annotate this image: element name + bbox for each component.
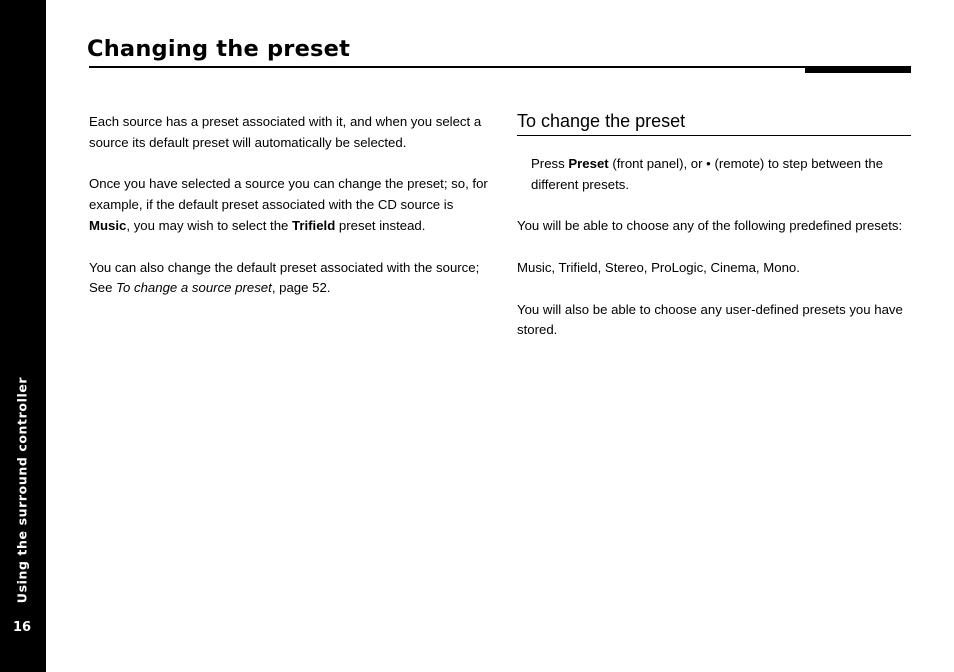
sidebar-band — [0, 0, 46, 672]
step-text-1: Press — [531, 156, 569, 171]
example-text-2: , you may wish to select the — [126, 217, 293, 233]
intro-paragraph: Each source has a preset associated with it, and when you select a source its default preset will automatically be selected. — [89, 114, 482, 150]
reference-text-2: , page 52. — [271, 280, 331, 296]
trifield-term: Trifield — [292, 217, 336, 233]
reference-text-1: You can also change the default preset associated with the source; See — [89, 259, 480, 296]
music-term: Music — [89, 217, 127, 233]
left-column — [89, 112, 489, 320]
preset-button-term: Preset — [568, 156, 609, 171]
instruction-step — [517, 154, 911, 196]
reference-paragraph — [89, 258, 489, 300]
user-presets-paragraph: You will also be able to choose any user-defined presets you have stored. — [517, 301, 903, 338]
page-title: Changing the preset — [87, 36, 351, 62]
example-text-3: preset instead. — [335, 217, 426, 233]
cross-reference: To change a source preset — [116, 280, 272, 296]
predefined-intro: You will be able to choose any of the following predefined presets: — [517, 218, 903, 234]
section-label: Using the surround controller — [14, 376, 30, 604]
title-rule-accent — [805, 66, 911, 73]
page-number: 16 — [12, 620, 32, 635]
title-rule — [89, 66, 911, 68]
example-text-1: Once you have selected a source you can change the preset; so, for example, if the default preset associated with the CD source is — [89, 176, 488, 213]
example-paragraph — [89, 174, 489, 236]
right-column — [517, 108, 911, 362]
preset-list: Music, Trifield, Stereo, ProLogic, Cinema, Mono. — [517, 259, 800, 275]
section-heading: To change the preset — [517, 108, 911, 136]
right-body — [517, 136, 911, 341]
step-text-2: (front panel), or • (remote) to step between the different presets. — [531, 156, 884, 192]
